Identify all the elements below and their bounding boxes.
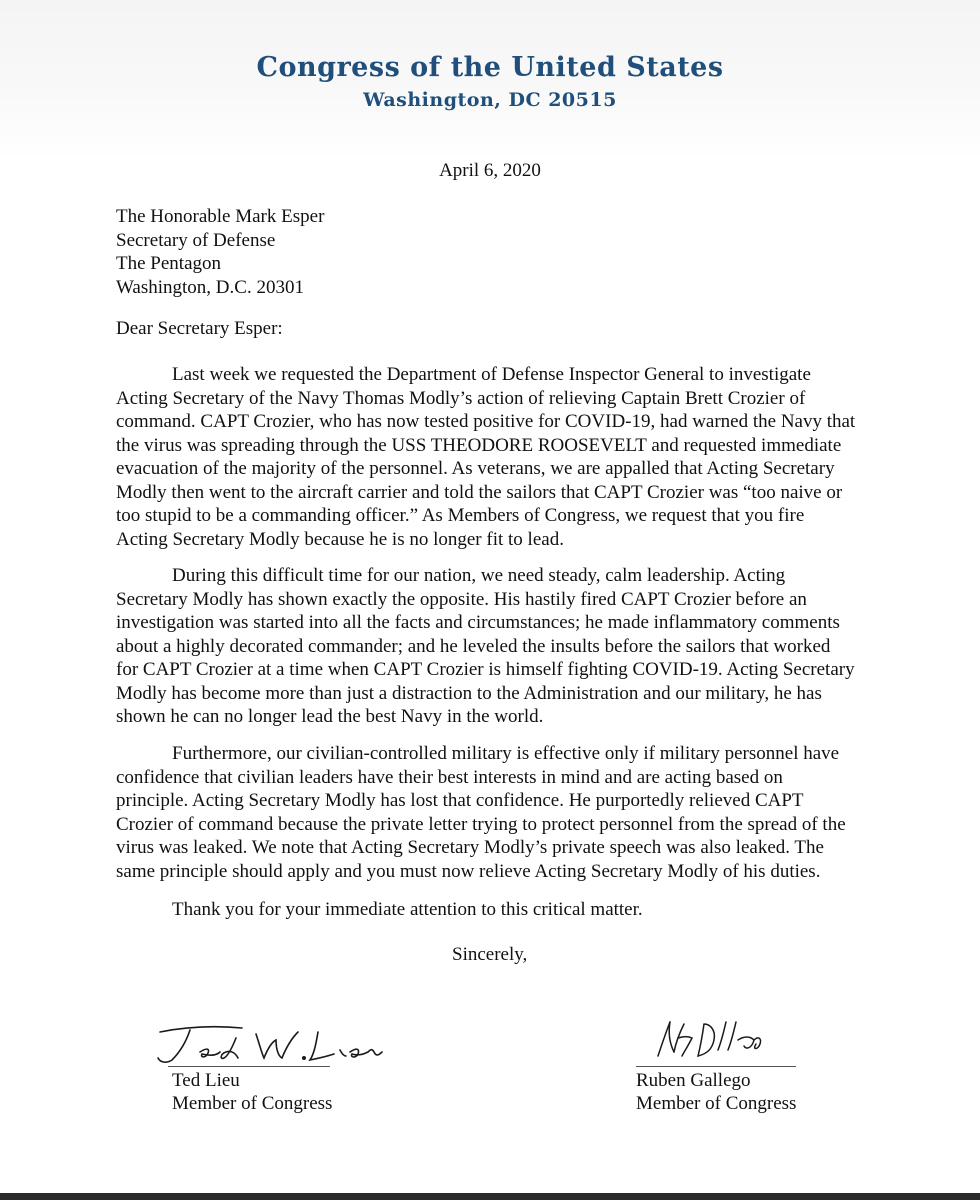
- signature-ruben-gallego: [648, 1010, 778, 1068]
- paragraph-line: Furthermore, our civilian-controlled military is effective only if military personnel have: [172, 743, 840, 764]
- letter-date: April 6, 2020: [439, 160, 541, 181]
- paragraph-line: virus was leaked. We note that Acting Secretary Modly’s private speech was also leaked. The: [116, 837, 824, 858]
- paragraph-line: Acting Secretary of the Navy Thomas Modly’s action of relieving Captain Brett Crozier of: [116, 387, 806, 409]
- paragraph-line: Last week we requested the Department of Defense Inspector General to investigate: [172, 364, 811, 385]
- paragraph-2: [116, 564, 876, 729]
- paragraph-line: Modly has become more than just a distraction to the Administration and our military, he has: [116, 682, 822, 704]
- signatory-title: Member of Congress: [172, 1093, 333, 1114]
- recipient-title: Secretary of Defense: [116, 229, 276, 251]
- paragraph-line: investigation was started into all the facts and circumstances; he made inflammatory comments: [116, 612, 840, 633]
- salutation: Dear Secretary Esper:: [116, 318, 283, 339]
- recipient-name: The Honorable Mark Esper: [116, 206, 325, 227]
- recipient-city: Washington, D.C. 20301: [116, 276, 304, 298]
- paragraph-line: confidence that civilian leaders have their best interests in mind and are acting based on: [116, 766, 783, 788]
- paragraph-line: Crozier of command because the private letter trying to protect personnel from the spread of the: [116, 813, 846, 835]
- signatory-name: Ruben Gallego: [636, 1070, 751, 1091]
- signature-ted-lieu: [150, 1018, 390, 1070]
- closing: Sincerely,: [452, 944, 528, 965]
- signature-line: [636, 1066, 796, 1067]
- signatory-title: Member of Congress: [636, 1093, 797, 1114]
- paragraph-line: too stupid to be a commanding officer.” As Members of Congress, we request that you fire: [116, 505, 805, 526]
- signatory-name: Ted Lieu: [172, 1070, 240, 1091]
- paragraph-line: Modly then went to the aircraft carrier and told the sailors that CAPT Crozier was “too naive or: [116, 481, 843, 503]
- paragraph-line: Acting Secretary Modly because he is no longer fit to lead.: [116, 528, 564, 550]
- paragraph-line: During this difficult time for our nation, we need steady, calm leadership. Acting: [172, 565, 786, 586]
- letterhead-address: Washington, DC 20515: [363, 89, 617, 111]
- letterhead-title: Congress of the United States: [256, 52, 724, 83]
- paragraph-line: the virus was spreading through the USS THEODORE ROOSEVELT and requested immediate: [116, 434, 842, 456]
- recipient-address: [116, 205, 324, 299]
- recipient-office: The Pentagon: [116, 253, 222, 274]
- paragraph-3: [116, 742, 876, 883]
- paragraph-line: about a highly decorated commander; and he leveled the insults before the sailors that worked: [116, 635, 831, 657]
- paragraph-line: for CAPT Crozier at a time when CAPT Crozier is himself fighting COVID-19. Acting Secretary: [116, 659, 855, 680]
- paragraph-line: evacuation of the majority of the personnel. As veterans, we are appalled that Acting Secretary: [116, 458, 835, 479]
- paragraph-line: Thank you for your immediate attention to this critical matter.: [172, 899, 643, 920]
- paragraph-line: shown he can no longer lead the best Navy in the world.: [116, 706, 544, 727]
- paragraph-line: principle. Acting Secretary Modly has lost that confidence. He purportedly relieved CAPT: [116, 790, 804, 811]
- paragraph-line: command. CAPT Crozier, who has now tested positive for COVID-19, had warned the Navy that: [116, 411, 856, 432]
- page-bottom-edge: [0, 1193, 980, 1200]
- paragraph-1: [116, 363, 876, 551]
- signature-line: [168, 1066, 330, 1067]
- letterhead: [0, 0, 980, 160]
- paragraph-line: same principle should apply and you must now relieve Acting Secretary Modly of his duties.: [116, 860, 821, 882]
- paragraph-4: [116, 898, 876, 922]
- paragraph-line: Secretary Modly has shown exactly the opposite. His hastily fired CAPT Crozier before an: [116, 588, 807, 610]
